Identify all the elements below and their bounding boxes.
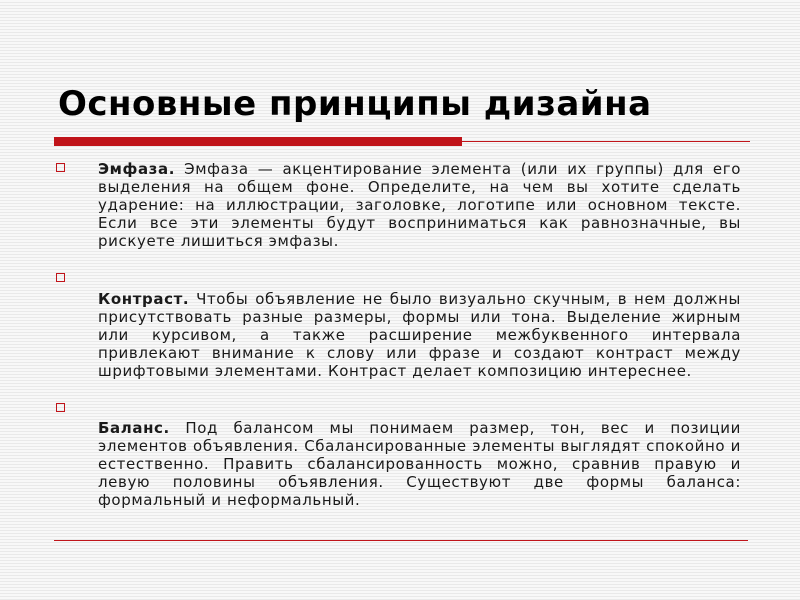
bullet-square-icon [56,403,65,412]
text-emphasis: Эмфаза — акцентирование элемента (или их группы) для его выделения на общем фоне. Определите, на чем вы хотите сделать ударение: на иллюстрации, заголовке, логотипе или основном тексте. Если все эти элементы будут восприниматься как равнозначные, вы рискуете лишиться эмфазы. [98,160,741,250]
paragraph-emphasis [98,160,741,250]
term-contrast: Контраст. [98,290,190,308]
title-underline-bar [54,137,462,146]
bullet-square-icon [56,273,65,282]
title-underline-line [462,141,750,142]
slide-title: Основные принципы дизайна [58,84,652,124]
text-contrast: Чтобы объявление не было визуально скучным, в нем должны присутствовать разные размеры, формы или тона. Выделение жирным или курсивом, а также расширение межбуквенного интервала привлекают внимание к слову или фразе и создают контраст между шрифтовыми элементами. Контраст делает композицию интереснее. [98,290,741,380]
bullet-square-icon [56,163,65,172]
paragraph-balance [98,419,741,509]
paragraph-contrast [98,290,741,380]
footer-divider [54,540,748,541]
term-balance: Баланс. [98,419,170,437]
term-emphasis: Эмфаза. [98,160,176,178]
text-balance: Под балансом мы понимаем размер, тон, вес и позиции элементов объявления. Сбалансированные элементы выглядят спокойно и естественно. Править сбалансированность можно, сравнив правую и левую половины объявления. Существуют две формы баланса: формальный и неформальный. [98,419,741,509]
